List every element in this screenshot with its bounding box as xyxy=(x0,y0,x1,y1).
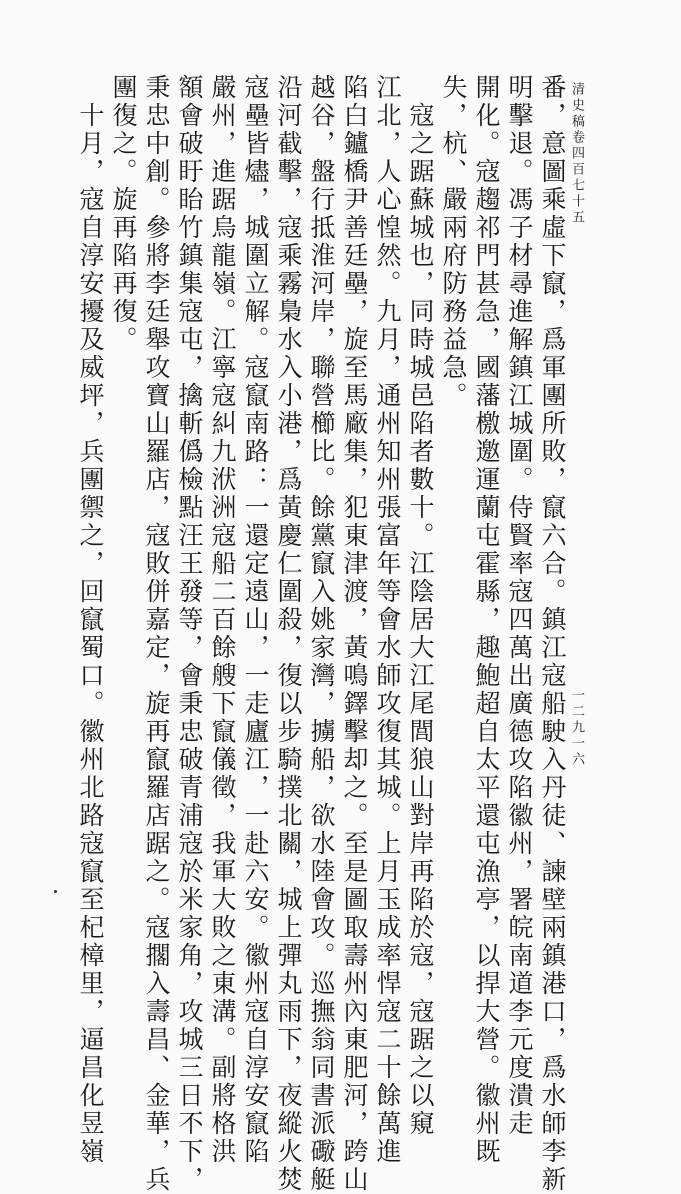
book-title: 清史稿卷四百七十五 xyxy=(569,82,584,226)
text-column-7: 陷白鑪橋尹善廷壘，旋至馬廠集，犯東津渡，黃鳴鐸擊却之。至是圖取壽州內東肥河，跨山 xyxy=(340,74,369,1194)
text-column-3: 開化。寇趨祁門甚急，國藩檄邀運蘭屯霍縣，趣鮑超自太平還屯漁亭，以捍大營。徽州既 xyxy=(472,74,501,1166)
text-column-13: 秉忠中創。參將李廷舉攻寶山羅店，寇敗併嘉定，旋再竄羅店踞之。寇擱入壽昌、金華，兵 xyxy=(142,74,171,1194)
text-column-4: 失，杭、嚴兩府防務益急。 xyxy=(439,74,468,410)
text-column-6: 江北，人心惶然。九月，通州知州張富年等會水師攻復其城。上月玉成率悍寇二十餘萬進 xyxy=(373,74,402,1166)
text-column-8: 越谷，盤行抵淮河岸，聯營櫛比。餘黨竄入姚家灣，擄船，欲水陸會攻。巡撫翁同書派礮艇 xyxy=(307,74,336,1194)
text-column-1: 番，意圖乘虛下竄，爲軍團所敗，竄六合。鎮江寇船駛入丹徒、諫壁兩鎮港口，爲水師李新 xyxy=(538,74,567,1194)
text-column-9: 沿河截擊，寇乘霧梟水入小港，爲黃慶仁圍殺，復以步騎撲北關，城上彈丸雨下，夜縱火焚 xyxy=(274,74,303,1194)
text-column-15: 十月，寇自淳安擾及威坪，兵團禦之，回竄蜀口。徽州北路寇竄至杞樟里，逼昌化昱嶺 xyxy=(76,74,105,1166)
margin-dot xyxy=(54,890,57,893)
text-column-5: 寇之踞蘇城也，同時城邑陷者數十。江陰居大江尾閭狼山對岸再陷於寇，寇踞之以窺 xyxy=(406,74,435,1138)
text-column-12: 額會破盱眙竹鎮集寇屯，擒斬僞檢點汪王發等，會秉忠破青浦寇於米家角，攻城三日不下， xyxy=(175,74,204,1194)
text-column-10: 寇壘皆燼，城圍立解。寇竄南路：一還定遠山，一走廬江，一赴六安。徽州寇自淳安竄陷 xyxy=(241,74,270,1166)
page-number: 一二九一六 xyxy=(569,688,584,768)
text-column-11: 嚴州，進踞烏龍嶺。江寧寇糾九洑洲寇船二百餘艘下竄儀徵，我軍大敗之東溝。副將格洪 xyxy=(208,74,237,1166)
text-column-14: 團復之。旋再陷再復。 xyxy=(109,74,138,354)
text-column-2: 明擊退。馮子材尋進解鎮江城圍。侍賢率寇四萬出廣德攻陷徽州，署皖南道李元度潰走 xyxy=(505,74,534,1138)
